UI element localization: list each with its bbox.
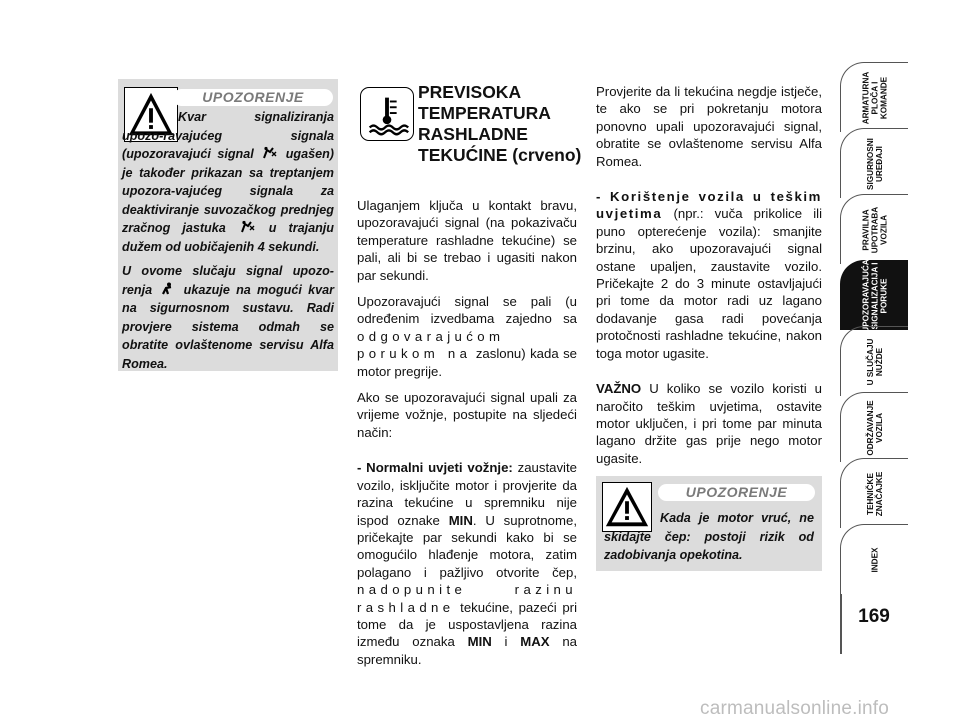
chapter-tab-label: TEHNIČKE ZNAČAJKE [865,471,884,516]
airbag-off-icon [240,220,255,233]
section-title: PREVISOKA TEMPERATURA RASHLADNE TEKUĆINE (crveno) [418,82,582,165]
paragraph: Ulaganjem ključa u kontakt bravu, upozoravajući signal (na pokazivaču temperature rashladne tekućine) se pali, ali bi se trebao i ugasiti nakon par sekundi. [357,198,577,283]
warning-text: Kada je motor vruć, ne skidajte čep: postoji rizik od zadobivanja opekotina. [604,511,814,562]
chapter-tab-label: PRAVILNA UPOTRABA VOZILA [861,206,888,253]
warning-text: Kvar signaliziranja upozo-ravajućeg signala (upozoravajući signal ugašen) je također prikazan sa treptanjem upozora-vajućeg signala za deaktiviranje suvozačkog prednjeg zračnog jastuka u trajanju dužem od uobičajenih 4 sekundi. U ovome slučaju signal upozo-renja ukazuje na mogući kvar na sigurnosnom sustavu. Radi provjere sistema odmah se obratite ovlaštenome servisu Alfa Romea. [122,110,335,371]
paragraph: Upozoravajući signal se pali (u određenim izvedbama zajedno sa odgovarajućom porukom na zaslonu) kada se motor pregrije. [357,294,578,379]
chapter-tab[interactable] [840,458,908,528]
chapter-tab[interactable] [840,326,908,396]
chapter-tab-label: ARMATURNA PLOČA I KOMANDE [861,71,888,124]
watermark: carmanualsonline.info [700,698,890,719]
paragraph-heavy-conditions: - Korištenje vozila u teškim uvjetima (npr.: vuča prikolice ili puno opterećenje vozila): smanjite brzinu, ako upozoravajući signal ostane upaljen, zaustavite vozilo. Pričekajte 2 do 3 minute ostavljajući pri tome da motor radi uz lagano dodavanje gasa radi povećanja protočnosti rashladne tekućine, nakon toga motor ugasite. [596,189,822,361]
warning-box-airbag [118,79,338,371]
paragraph-normal-conditions: - Normalni uvjeti vožnje: zaustavite vozilo, isključite motor i provjerite da razina tekućine u spremniku nije ispod oznake MIN. U suprotnome, pričekajte par sekundi kako bi se omogućilo hlađenje motora, zatim polagano i pažljivo otvorite čep, nadopunite razinu rashladne tekućine, pazeći pri tome da je uspostavljena razina između oznaka MIN i MAX na spremniku. [357,460,577,667]
warning-badge: UPOZORENJE [658,484,815,501]
tab-divider [840,594,842,654]
paragraph: Ako se upozoravajući signal upali za vrijeme vožnje, postupite na sljedeći način: [357,390,577,440]
chapter-tab-label: INDEX [870,546,879,573]
paragraph: Provjerite da li tekućina negdje istječe, te ako se pri pokretanju motora ponovno upali upozoravajući signal, obratite se ovlaštenome servisu Alfa Romea. [596,84,822,169]
column-right [596,83,822,476]
chapter-tab-label: UPOZORAVAJUĆA SIGNALIZACIJA I PORUKE [861,258,888,333]
chapter-tab-label: U SLUČAJU NUŽDE [865,338,884,385]
chapter-tab[interactable] [840,392,908,462]
chapter-tab-label: ODRŽAVANJE VOZILA [865,399,884,456]
airbag-off-icon [262,146,277,159]
warning-box-hot-engine [596,476,822,571]
column-main [357,197,577,677]
chapter-tab[interactable] [840,258,908,333]
page-number: 169 [858,606,890,627]
chapter-tab-label: SIGURNOSNI UREĐAJI [865,137,884,190]
paragraph-important: VAŽNO U koliko se vozilo koristi u naročito teškim uvjetima, ostavite motor uključen, i pri tome par minuta lagano držite gas prije nego motor ugasite. [596,381,822,466]
coolant-temperature-icon [360,87,414,141]
airbag-fault-icon [160,282,175,295]
chapter-tab[interactable] [840,194,908,264]
chapter-tab[interactable] [840,524,908,594]
chapter-tab[interactable] [840,128,908,198]
chapter-tab[interactable] [840,62,908,132]
warning-badge: UPOZORENJE [173,89,333,106]
